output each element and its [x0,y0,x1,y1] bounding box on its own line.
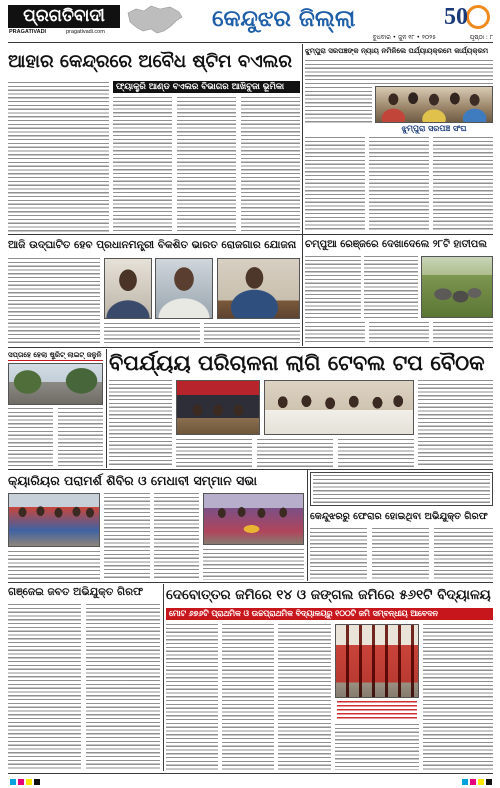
article-body [310,528,367,580]
photo-dark-street [8,363,103,405]
article-body [278,624,331,770]
photo-caption [337,701,417,720]
article-body [433,137,493,232]
photo-school-building [335,624,419,698]
jubilee-number: 50 [444,4,468,30]
article-body [58,408,103,467]
district-section-title: କେନ୍ଦୁଝର ଜିଲ୍ଲା [212,6,356,32]
photo-sarpanch-meeting [375,86,493,123]
article-body [154,493,199,580]
column-divider [307,470,308,581]
article-body [109,380,172,467]
odisha-map-icon [124,4,186,36]
article-body [104,323,200,345]
lead-headline: ଆହାର କେନ୍ଦ୍ରରେ ଅବୈଧ ଷ୍ଟିମ ବଏଲର [8,51,293,72]
photo-elephant-herd [421,256,493,318]
bottom-rule [8,773,493,774]
photo-felicitation-group [203,493,304,545]
disaster-headline: ବିପର୍ଯ୍ୟୟ ପରିଚାଳନା ଲାଗି ଟେବଲ ଟପ ବୈଠକ [109,351,485,375]
registration-mark-magenta [18,779,24,785]
article-body [8,551,100,580]
column-divider [106,349,107,468]
article-body [257,439,333,467]
article-body [305,60,493,84]
registration-mark-cyan [10,779,16,785]
photo-meeting-dais [176,380,260,435]
article-body [8,82,109,232]
registration-mark-black [34,779,40,785]
brand-logo: ପ୍ରଗତିବାଦୀ [8,5,120,28]
article-body [86,604,160,770]
article-body [305,87,372,123]
schools-banner: ମୋଟ ୬୭୬ଟି ପ୍ରାଥମିକ ଓ ଉଚ୍ଚପ୍ରାଥମିକ ବିଦ୍ୟାଳୟରୁ ୧୦୦ଟି ଜମି ସମ୍ବନ୍ଧୀୟ ଆବେଦନ [166,608,493,620]
section-rule [8,469,493,470]
article-body [369,137,429,232]
issue-dateline: ବୁଧବାର • ଜୁନ ୧୮ • ୨୦୨୫ [372,34,436,41]
article-body [113,97,172,232]
website-url: pragativadi.com [66,29,105,35]
article-body [423,624,493,770]
article-body [418,380,493,467]
photo-student-group [8,493,100,547]
article-body [364,256,418,318]
schools-headline: ଦେବୋତ୍ତର ଜମିରେ ୧୪ ଓ ଜଙ୍ଗଲ ଜମିରେ ୫୬୧ଟି ବିଦ୍ୟାଳୟ [166,587,491,603]
article-body [305,256,361,318]
section-rule [8,234,493,235]
registration-mark-magenta [470,779,476,785]
article-body [166,624,218,770]
article-body [434,528,493,580]
registration-mark-black [486,779,492,785]
photo-meeting-table [264,380,414,435]
section-rule [8,582,493,583]
registration-mark-yellow [478,779,484,785]
streetlight-headline: ସପ୍ତାହେ ହେଲା ଷ୍ଟ୍ରିଟ୍ ଲାଇଟ୍ ଜଳୁନି [8,351,102,359]
masthead [0,0,500,43]
rozgar-headline: ଆଜି ଉଦ୍‌ଘାଟିତ ହେବ ପ୍ରଧାନମନ୍ତ୍ରୀ ବିକଶିତ ଭାରତ ରୋଜଗାର ଯୋଜନା [8,239,297,251]
ganja-headline: ଗଞ୍ଜେଇ ଜବତ ଅଭିଯୁକ୍ତ ଗିରଫ [8,586,144,598]
article-body [222,624,274,770]
registration-mark-cyan [462,779,468,785]
article-body [335,724,419,770]
article-body [433,322,493,345]
article-body [305,137,365,232]
article-body [177,97,236,232]
article-body [204,323,300,345]
article-body [241,97,300,232]
masthead-rule [8,42,493,43]
photo-caption: ଝୁମ୍ପୁରା ସରପଞ୍ଚ ସଂଘ [401,124,467,133]
article-body [369,322,429,345]
lead-subhead: ଫ୍ୟାକ୍ଟ୍ରି ଆଣ୍ଡ ବଏଲର ବିଭାଗର ଆଖିବୁଜା ଭୂମିକା [113,81,300,93]
brand-latin-name: PRAGATIVADI [9,29,47,35]
page-number: ପୃଷ୍ଠା : ୮ [469,34,493,41]
article-body [313,475,490,503]
column-divider [163,584,164,771]
article-body [338,439,414,467]
article-body [305,322,365,345]
elephant-headline: ଚମ୍ପୁଆ ରେଞ୍ଜରେ ଦେଖାଦେଲେ ୨୮ଟି ହାତୀପଲ [305,239,487,250]
article-body [8,408,53,467]
section-rule [8,347,493,348]
photo-official-portrait [104,258,152,319]
golden-jubilee-logo [440,2,494,33]
article-body [372,528,429,580]
article-body [203,549,304,580]
photo-official-portrait [155,258,213,319]
photo-official-at-desk [217,258,300,319]
column-divider [302,44,303,346]
sarpanch-headline: ଝୁମ୍ପୁରା ସରପଞ୍ଚଙ୍କ ନ୍ୟାୟ ନମିଳିଲେ ପର୍ଯ୍ୟାୟକ୍ରମେ କାର୍ଯ୍ୟକ୍ରମ [305,47,489,55]
absconder-headline: କେନ୍ଦୁଝରରୁ ଫେରାର ହୋଇଥିବା ଅଭିଯୁକ୍ତ ଗିରଫ [310,511,488,522]
registration-mark-yellow [26,779,32,785]
career-headline: କ୍ୟାରିୟର ପରାମର୍ଶ ଶିବିର ଓ ମେଧାବୀ ସମ୍ମାନ ସଭା [8,473,257,488]
article-body [176,439,252,467]
article-body [104,493,150,580]
article-body [8,258,100,345]
article-body [8,604,81,770]
